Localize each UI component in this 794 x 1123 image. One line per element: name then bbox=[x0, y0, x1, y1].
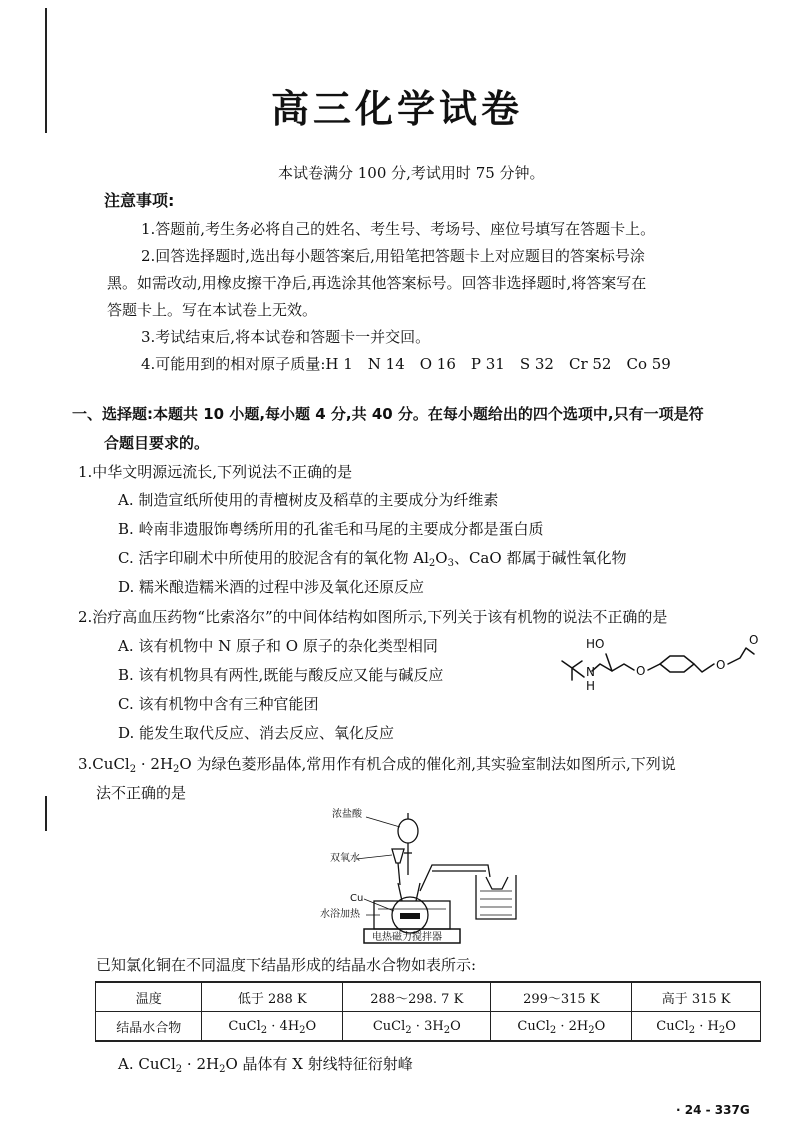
structure-label-n: N bbox=[586, 665, 595, 679]
notice-item-2-cont: 黑。如需改动,用橡皮擦干净后,再选涂其他答案标号。回答非选择题时,将答案写在 bbox=[107, 274, 647, 292]
label-stirrer: 电热磁力搅拌器 bbox=[372, 932, 442, 943]
notice-item-4: 4.可能用到的相对原子质量:H 1 N 14 O 16 P 31 S 32 Cr 52 Co 59 bbox=[141, 355, 671, 373]
label-water-bath: 水浴加热 bbox=[320, 909, 360, 920]
table-cell: 288～298. 7 K bbox=[343, 982, 491, 1012]
table-cell: 299～315 K bbox=[491, 982, 632, 1012]
q2-option-b: B. 该有机物具有两性,既能与酸反应又能与碱反应 bbox=[118, 666, 444, 684]
structure-label-o3: O bbox=[749, 633, 759, 647]
notice-item-2: 2.回答选择题时,选出每小题答案后,用铅笔把答题卡上对应题目的答案标号涂 bbox=[141, 247, 645, 265]
table-cell: CuCl$_2$ · $3H_2O$ bbox=[343, 1012, 491, 1042]
q1-option-c: C. 活字印刷术中所使用的胶泥含有的氧化物 $Al_2O_3$、CaO 都属于碱性氧化物 bbox=[118, 549, 627, 569]
structure-label-o1: O bbox=[636, 664, 646, 678]
label-cu: Cu bbox=[350, 893, 364, 904]
q1-option-d: D. 糯米酿造糯米酒的过程中涉及氧化还原反应 bbox=[118, 578, 425, 596]
notice-heading: 注意事项: bbox=[104, 191, 175, 210]
page-code: · 24 - 337G bbox=[676, 1103, 750, 1117]
structure-label-h: H bbox=[586, 679, 596, 693]
q1-option-a: A. 制造宣纸所使用的青檀树皮及稻草的主要成分为纤维素 bbox=[118, 491, 499, 509]
notice-item-1: 1.答题前,考生务必将自己的姓名、考生号、考场号、座位号填写在答题卡上。 bbox=[141, 220, 656, 238]
structure-label-ho: HO bbox=[586, 637, 605, 651]
q2-option-d: D. 能发生取代反应、消去反应、氧化反应 bbox=[118, 724, 395, 742]
q2-stem: 2.治疗高血压药物“比索洛尔”的中间体结构如图所示,下列关于该有机物的说法不正确的是 bbox=[78, 608, 668, 626]
label-conc-hcl: 浓盐酸 bbox=[332, 809, 362, 820]
q3-known-text: 已知氯化铜在不同温度下结晶形成的结晶水合物如表所示: bbox=[96, 956, 477, 974]
bisoprolol-intermediate-structure bbox=[552, 628, 762, 698]
q3-stem-cont: 法不正确的是 bbox=[96, 784, 187, 802]
table-cell: CuCl$_2$ · $2H_2O$ bbox=[491, 1012, 632, 1042]
q2-option-c: C. 该有机物中含有三种官能团 bbox=[118, 695, 319, 713]
q1-option-b: B. 岭南非遗服饰粤绣所用的孔雀毛和马尾的主要成分都是蛋白质 bbox=[118, 520, 544, 538]
table-row bbox=[96, 1012, 761, 1042]
table-cell: 高于 315 K bbox=[632, 982, 761, 1012]
label-h2o2: 双氧水 bbox=[330, 853, 360, 864]
q3-option-a: A. CuCl$_2$ · $2H_2O$ 晶体有 X 射线特征衍射峰 bbox=[118, 1055, 413, 1075]
section-heading-line2: 合题目要求的。 bbox=[104, 434, 210, 452]
page-title: 高三化学试卷 bbox=[270, 87, 523, 131]
structure-label-o2: O bbox=[716, 658, 726, 672]
q3-stem: 3.CuCl$_2$ · $2H_2O$ 为绿色菱形晶体,常用作有机合成的催化剂,其实验室制法如图所示,下列说 bbox=[78, 755, 676, 775]
table-cell: 低于 288 K bbox=[202, 982, 343, 1012]
hydrate-table bbox=[95, 981, 761, 1042]
table-row bbox=[96, 982, 761, 1012]
table-cell: 结晶水合物 bbox=[96, 1012, 202, 1042]
exam-info: 本试卷满分 100 分,考试用时 75 分钟。 bbox=[278, 164, 545, 182]
lab-apparatus-diagram bbox=[320, 805, 540, 945]
binding-line-bottom bbox=[45, 796, 47, 831]
q2-option-a: A. 该有机物中 N 原子和 O 原子的杂化类型相同 bbox=[118, 637, 438, 655]
notice-item-2-end: 答题卡上。写在本试卷上无效。 bbox=[107, 301, 318, 319]
notice-item-3: 3.考试结束后,将本试卷和答题卡一并交回。 bbox=[141, 328, 431, 346]
q1-stem: 1.中华文明源远流长,下列说法不正确的是 bbox=[78, 463, 353, 481]
table-cell: 温度 bbox=[96, 982, 202, 1012]
table-cell: CuCl$_2$ · $H_2O$ bbox=[632, 1012, 761, 1042]
table-cell: CuCl$_2$ · $4H_2O$ bbox=[202, 1012, 343, 1042]
section-heading-line1: 一、选择题:本题共 10 小题,每小题 4 分,共 40 分。在每小题给出的四个选项中,只有一项是符 bbox=[72, 405, 704, 423]
